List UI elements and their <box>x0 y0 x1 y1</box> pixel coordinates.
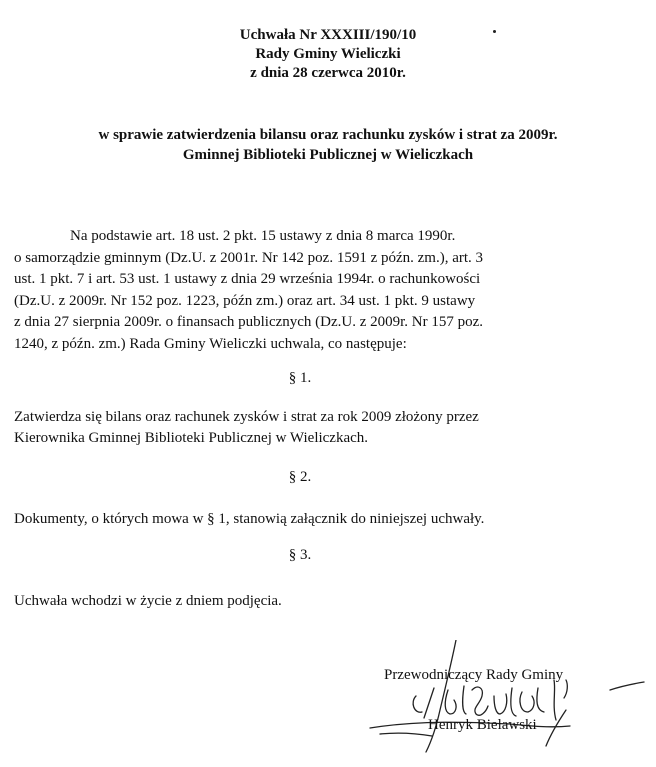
legal-basis-line: 1240, z późn. zm.) Rada Gminy Wieliczki uchwala, co następuje: <box>14 335 407 352</box>
subject-line-1: w sprawie zatwierdzenia bilansu oraz rachunku zysków i strat za 2009r. <box>98 127 558 143</box>
resolution-date: z dnia 28 czerwca 2010r. <box>250 65 406 81</box>
section-3-text <box>14 591 282 612</box>
section-3-sign: § 3. <box>288 547 312 563</box>
section-1-line: Kierownika Gminnej Biblioteki Publicznej w Wieliczkach. <box>14 430 369 446</box>
council-name: Rady Gminy Wieliczki <box>255 46 401 62</box>
section-3-line: Uchwała wchodzi w życie z dniem podjęcia. <box>14 593 282 609</box>
resolution-subject <box>0 125 656 165</box>
section-1-sign: § 1. <box>288 370 312 386</box>
legal-basis-line: Na podstawie art. 18 ust. 2 pkt. 15 ustawy z dnia 8 marca 1990r. <box>70 228 456 244</box>
resolution-number: Uchwała Nr XXXIII/190/10 <box>239 27 417 43</box>
section-2-text <box>14 509 484 530</box>
legal-basis <box>14 226 574 356</box>
signature-block <box>360 640 656 767</box>
signature-name: Henryk Bielawski <box>428 717 537 733</box>
subject-line-2: Gminnej Biblioteki Publicznej w Wieliczkach <box>182 147 474 163</box>
section-2-sign: § 2. <box>288 469 312 485</box>
legal-basis-line: z dnia 27 sierpnia 2009r. o finansach publicznych (Dz.U. z 2009r. Nr 157 poz. <box>14 314 484 331</box>
section-2-line: Dokumenty, o których mowa w § 1, stanowią załącznik do niniejszej uchwały. <box>14 511 485 527</box>
resolution-header <box>0 26 656 83</box>
section-1-text <box>14 407 479 449</box>
legal-basis-line: (Dz.U. z 2009r. Nr 152 poz. 1223, późn zm.) oraz art. 34 ust. 1 pkt. 9 ustawy <box>14 292 476 309</box>
legal-basis-line: ust. 1 pkt. 7 i art. 53 ust. 1 ustawy z dnia 29 września 1994r. o rachunkowości <box>14 271 481 288</box>
legal-basis-line: o samorządzie gminnym (Dz.U. z 2001r. Nr 142 poz. 1591 z późn. zm.), art. 3 <box>14 249 484 266</box>
handwritten-signature <box>360 640 656 767</box>
signature-title: Przewodniczący Rady Gminy <box>384 667 564 683</box>
section-1-line: Zatwierdza się bilans oraz rachunek zysków i strat za rok 2009 złożony przez <box>14 409 479 425</box>
